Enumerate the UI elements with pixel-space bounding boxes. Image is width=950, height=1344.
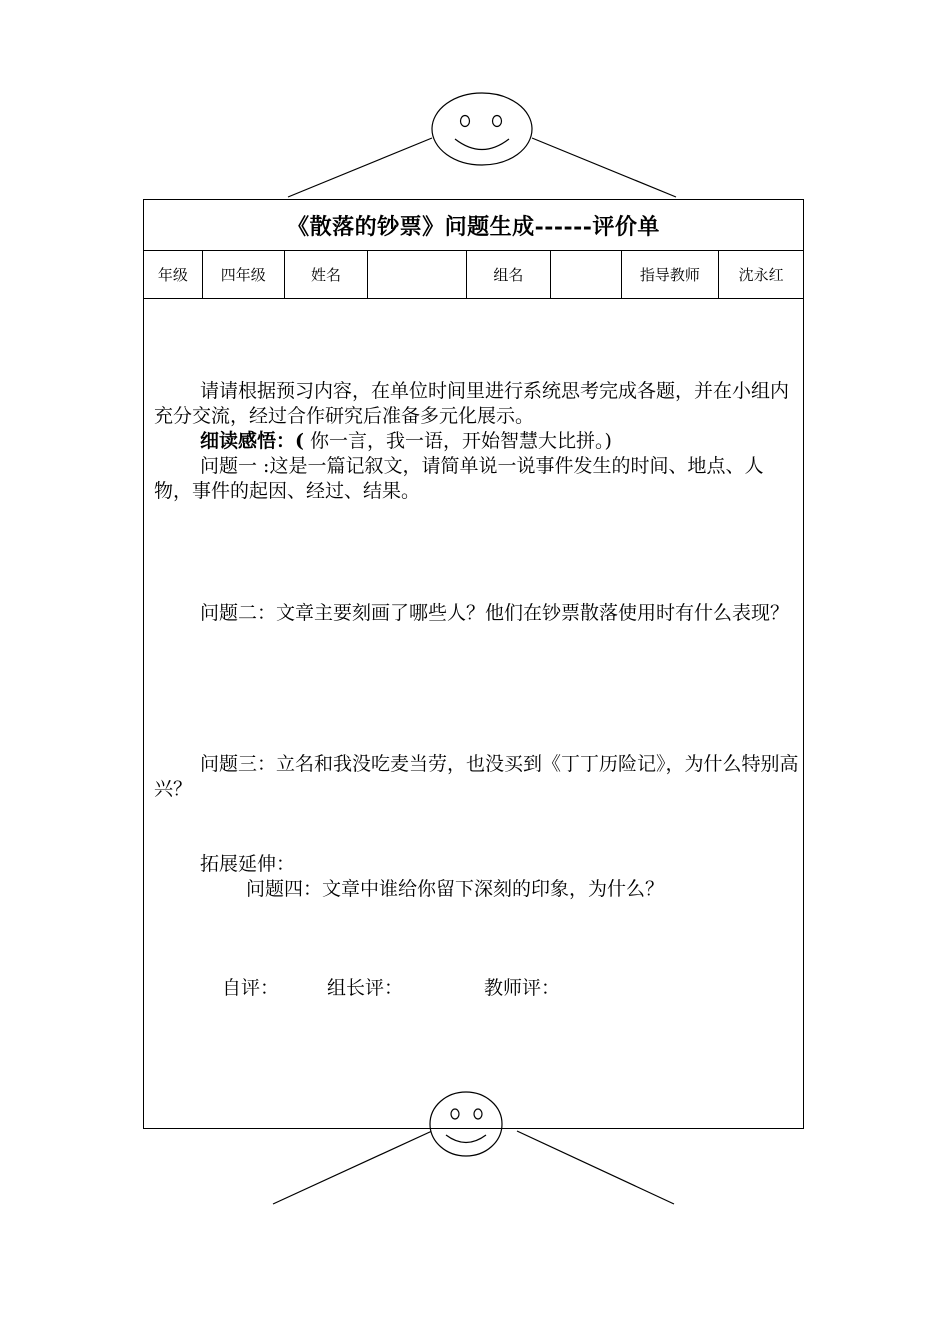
evaluation-sheet — [143, 199, 804, 1129]
teacher-value: 沈永红 — [738, 266, 784, 284]
name-value-field[interactable] — [368, 251, 467, 298]
question-4: 问题四：文章中谁给你留下深刻的印象，为什么？ — [246, 878, 665, 900]
name-label: 姓名 — [285, 251, 369, 298]
teacher-label: 指导教师 — [622, 251, 720, 298]
question-3: 问题三：立名和我没吃麦当劳，也没买到《丁丁历险记》，为什么特别高兴？ — [154, 753, 799, 800]
group-value-field[interactable] — [551, 251, 622, 298]
grade-value: 四年级 — [203, 251, 285, 298]
top-smiley-icon — [288, 93, 676, 197]
grade-label: 年级 — [144, 251, 203, 298]
group-label: 组名 — [467, 251, 551, 298]
question-2: 问题二：文章主要刻画了哪些人？他们在钞票散落使用时有什么表现？ — [200, 602, 790, 624]
question-1: 问题一 :这是一篇记叙文，请简单说一说事件发生的时间、地点、人物，事件的起因、经过、结果。 — [154, 455, 764, 502]
self-eval-label: 自评： — [222, 977, 280, 999]
section-reading-note: 你一言，我一语，开始智慧大比拼。) — [304, 430, 612, 452]
sheet-body — [144, 299, 803, 1130]
info-row — [144, 251, 803, 299]
section-extension-heading: 拓展延伸： — [200, 853, 296, 875]
section-reading-heading: 细读感悟：( — [200, 430, 304, 452]
teacher-eval-label: 教师评： — [484, 977, 561, 999]
leader-eval-label: 组长评： — [327, 977, 404, 999]
sheet-title: 《散落的钞票》问题生成------评价单 — [144, 200, 803, 251]
section-reading — [154, 429, 799, 454]
intro-text: 请请根据预习内容，在单位时间里进行系统思考完成各题，并在小组内充分交流，经过合作研究后准备多元化展示。 — [154, 380, 790, 427]
